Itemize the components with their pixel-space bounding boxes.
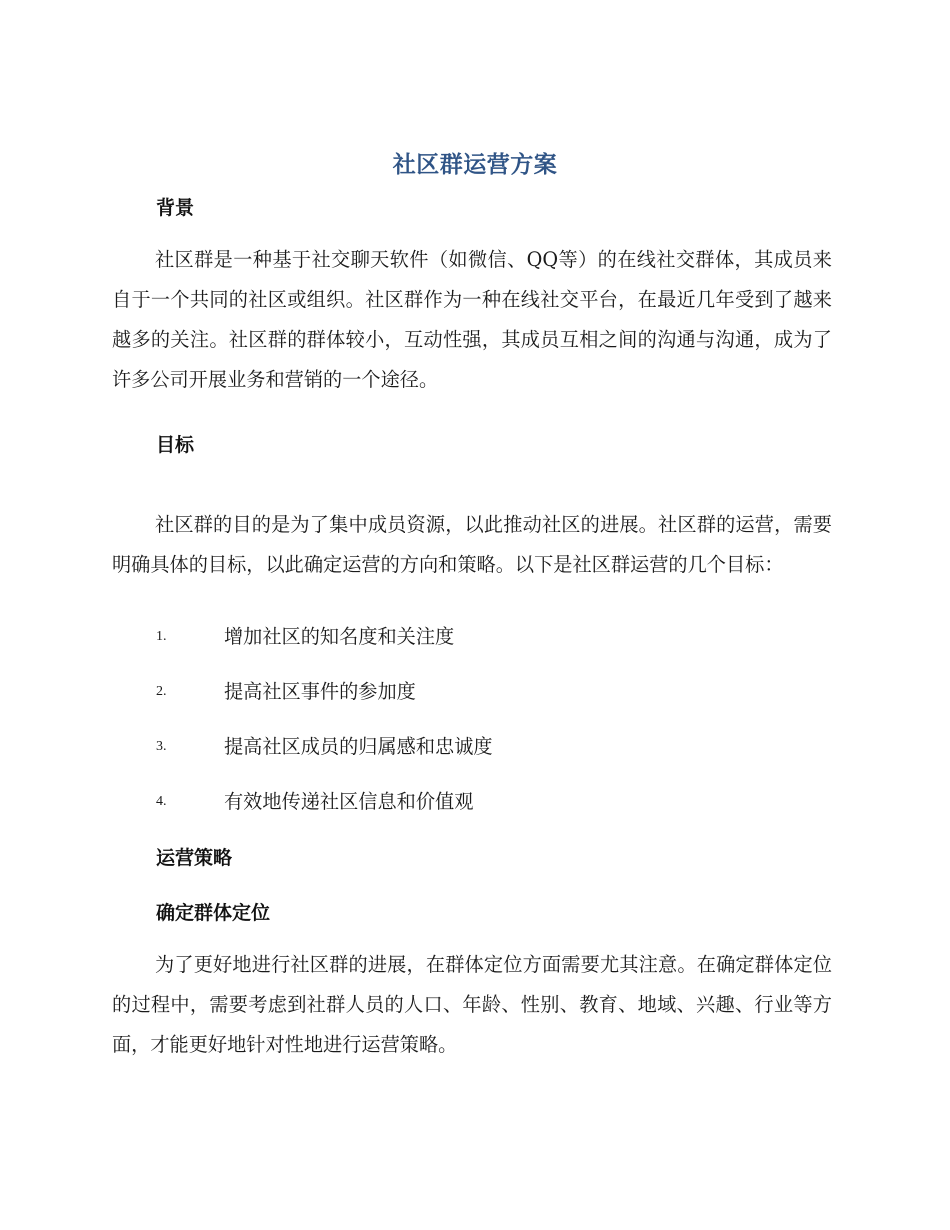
list-number: 2. [156,684,167,699]
section-heading-strategy: 运营策略 [156,847,233,869]
list-text: 提高社区成员的归属感和忠诚度 [224,735,493,758]
list-text: 有效地传递社区信息和价值观 [224,790,474,813]
subsection-heading-positioning: 确定群体定位 [156,902,271,924]
section-heading-goals: 目标 [156,434,195,456]
section-heading-background: 背景 [156,197,195,219]
list-number: 1. [156,629,167,644]
paragraph-background: 社区群是一种基于社交聊天软件（如微信、QQ等）的在线社交群体，其成员来自于一个共同的社区或组织。社区群作为一种在线社交平台，在最近几年受到了越来越多的关注。社区群的群体较小，互动性强，其成员互相之间的沟通与沟通，成为了许多公司开展业务和营销的一个途径。 [112,248,832,391]
list-number: 3. [156,739,167,754]
list-number: 4. [156,794,167,809]
paragraph-goals: 社区群的目的是为了集中成员资源，以此推动社区的进展。社区群的运营，需要明确具体的目标，以此确定运营的方向和策略。以下是社区群运营的几个目标： [112,513,832,576]
document-title: 社区群运营方案 [392,152,558,178]
list-text: 增加社区的知名度和关注度 [224,625,455,648]
list-text: 提高社区事件的参加度 [224,680,416,703]
paragraph-positioning: 为了更好地进行社区群的进展，在群体定位方面需要尤其注意。在确定群体定位的过程中，需要考虑到社群人员的人口、年龄、性别、教育、地域、兴趣、行业等方面，才能更好地针对性地进行运营策略。 [112,953,832,1056]
